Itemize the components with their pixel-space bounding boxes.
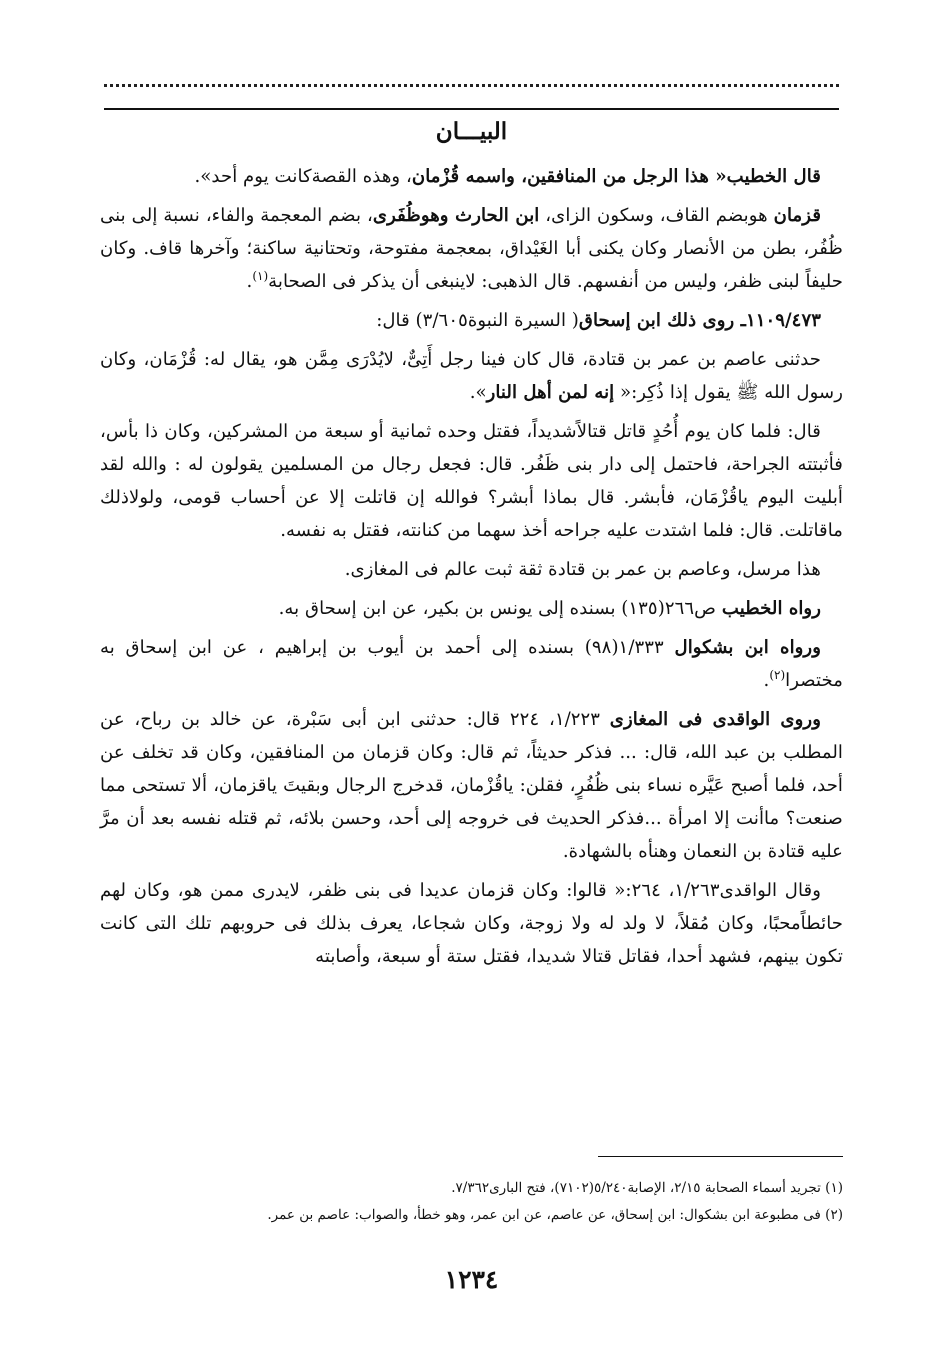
body-text — [100, 160, 843, 979]
paragraph-9 — [100, 703, 843, 868]
paragraph-1 — [100, 160, 843, 193]
bold-run: قال الخطيب« هذا الرجل من المنافقين، واسمه قُزْمان — [411, 166, 821, 187]
text-run: ١/٣٣٣(٩٨) بسنده إلى أحمد بن أيوب بن إبراهيم ، عن ابن إسحاق به مختصرا — [100, 637, 843, 691]
bold-run: ورواه ابن بشكوال — [674, 637, 821, 658]
paragraph-7 — [100, 592, 843, 625]
paragraph-5 — [100, 415, 843, 547]
bold-run: رواه الخطيب — [721, 598, 821, 619]
bold-run: ١١٠٩/٤٧٣ـ روى ذلك ابن إسحاق — [578, 310, 821, 331]
text-run: ص٢٦٦(١٣٥) بسنده إلى يونس بن بكير، عن ابن إسحاق به. — [278, 598, 722, 619]
text-run: قال: فلما كان يوم أُحُدٍ قاتل قتالاًشديداً، فقتل وحده ثمانية أو سبعة من المشركين، وكان ذا بأس، فأثبتته الجراحة، فاحتمل إلى دار بنى ظَفُر. قال: فجعل رجال من المسلمين يقولون له : والله لقد أبليت اليوم ياقُزْمَان، فأبشر. قال بماذا أبشر؟ فوالله إن قاتلت إلا عن أحساب قومى، ولولاذلك ماقاتلت. قال: فلما اشتدت عليه جراحه أخذ سهما من كنانته، فقتل به نفسه. — [100, 421, 843, 541]
header-dotted-rule — [104, 84, 839, 87]
footnote-2: (٢) فى مطبوعة ابن بشكوال: ابن إسحاق، عن عاصم، عن ابن عمر، وهو خطأ، والصواب: عاصم بن عمر. — [267, 1207, 843, 1223]
bold-run: إنه لمن أهل النار — [486, 382, 615, 403]
header-solid-rule — [104, 108, 839, 110]
footnotes — [100, 1175, 843, 1229]
text-run: ( السيرة النبوة٣/٦٠٥) قال: — [376, 310, 579, 331]
section-heading: البيـــان — [435, 118, 508, 145]
footnote-1: (١) تجريد أسماء الصحابة ٢/١٥، الإصابة٥/٢٤٠(٧١٠٢)، فتح البارى٧/٣٦٢. — [451, 1180, 843, 1196]
bold-run: وروى الواقدى فى المغازى — [609, 709, 821, 730]
paragraph-8 — [100, 631, 843, 697]
text-run: ، بضم المعجمة والفاء، نسبة إلى بنى ظُفُر، بطن من الأنصار وكان يكنى أبا الغَيْداق، بمعجمة مفتوحة، وتحتانية ساكنة؛ وآخرها قاف. وكان حليفاً لبنى ظفر، وليس من أنفسهم. قال الذهبى: لاينبغى أن يذكر فى الصحابة — [100, 205, 843, 292]
bold-run: قزمان — [773, 205, 822, 226]
paragraph-2 — [100, 199, 843, 298]
text-run: وقال الواقدى١/٢٦٣، ٢٦٤:« قالوا: وكان قزمان عديدا فى بنى ظفر، لايدرى ممن هو، وكان لهم حائطاًمحبًا، وكان مُقلاً، لا ولد له ولا زوجة، وكان شجاعا، يعرف بذلك فى حروبهم تلك التى كانت تكون بينهم، فشهد أحدا، فقاتل قتالا شديدا، فقتل ستة أو سبعة، وأصابته — [100, 880, 843, 967]
page-number: ١٢٣٤ — [444, 1265, 499, 1294]
text-run: ، وهذه القصةكانت يوم أحد». — [194, 166, 412, 187]
text-run: . — [763, 670, 770, 691]
text-run: . — [246, 271, 253, 292]
text-run: حدثنى عاصم بن عمر بن قتادة، قال كان فينا رجل أَتِىٌّ، لايُدْرَى مِمَّن هو، يقال له: قُزْمَان، وكان رسول الله ﷺ يقول إذا ذُكِر:« — [100, 349, 843, 403]
text-run: ». — [469, 382, 487, 403]
footnote-ref: (١) — [252, 268, 269, 283]
text-run: هذا مرسل، وعاصم بن عمر بن قتادة ثقة ثبت عالم فى المغازى. — [344, 559, 821, 580]
footnote-rule — [598, 1156, 843, 1157]
paragraph-10 — [100, 874, 843, 973]
text-run: هوبضم القاف، وسكون الزاى، — [539, 205, 774, 226]
paragraph-6 — [100, 553, 843, 586]
bold-run: ابن الحارث وهوظُفَرى — [372, 205, 540, 226]
footnote-ref: (٢) — [769, 667, 786, 682]
text-run: ١/٢٢٣، ٢٢٤ قال: حدثنى ابن أبى سَبْرة، عن خالد بن رباح، عن المطلب بن عبد الله، قال: ... فذكر حديثاً، ثم قال: وكان قزمان من المنافقين، وكان قد تخلف عن أحد، فلما أصبح عَيَّره نساء بنى ظُفُرٍ، فقلن: ياقُزْمان، قدخرج الرجال وبقيتَ ياقزمان، ألا تستحى مما صنعت؟ ماأنت إلا امرأة ...فذكر الحديث فى خروجه إلى أحد، وحسن بلائه، ثم قتله نفسه بعد أن مرَّ عليه قتادة بن النعمان وهنأه بالشهادة. — [100, 709, 843, 862]
paragraph-4 — [100, 343, 843, 409]
paragraph-3 — [100, 304, 843, 337]
